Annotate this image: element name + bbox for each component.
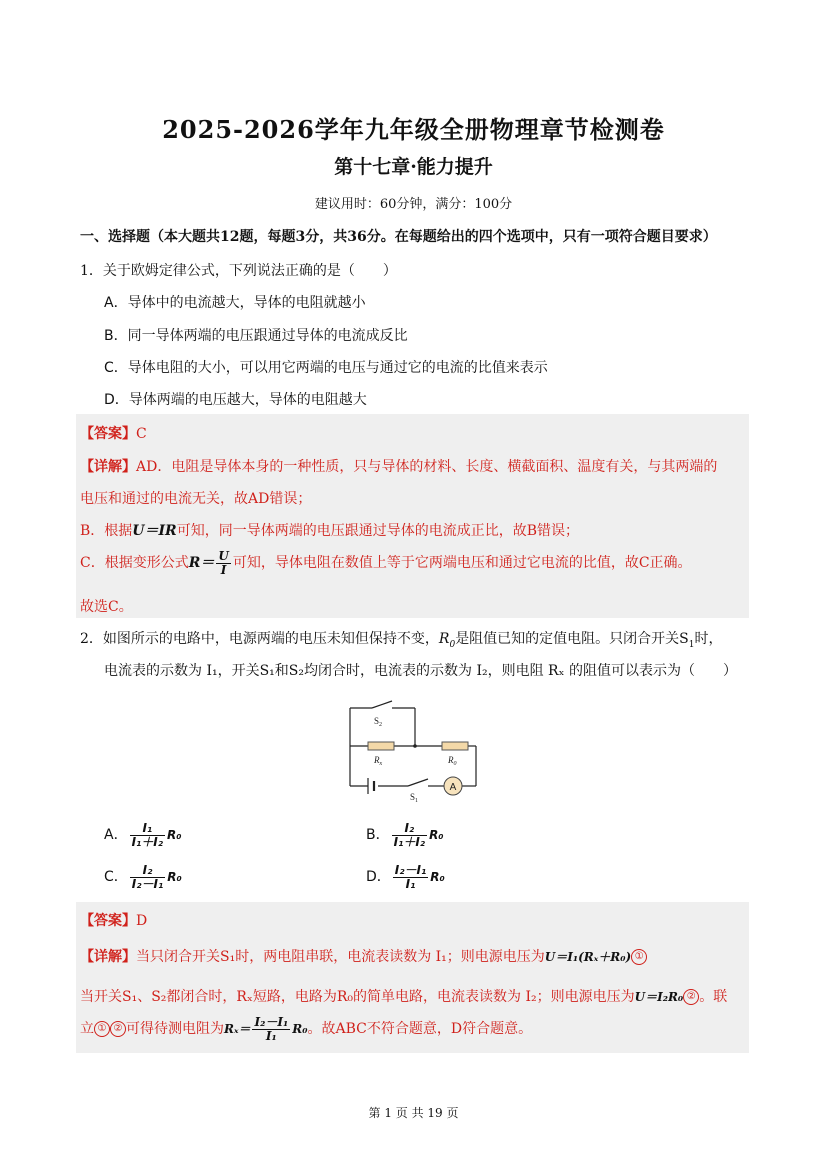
detail-text: 可知，导体电阻在数值上等于它两端电压和通过它电流的比值，故C正确。	[232, 555, 692, 572]
q1-answer	[80, 423, 147, 443]
q2-option-d	[366, 864, 445, 890]
option-label: C．	[104, 869, 128, 886]
formula-lhs: R＝	[188, 555, 215, 572]
detail-text: 当开关S₁、S₂都闭合时，Rₓ短路，电路为R₀的简单电路，电流表读数为 I₂；则电源电压为	[80, 989, 635, 1005]
resistor-r0	[442, 742, 468, 750]
detail-text: 立	[80, 1021, 94, 1038]
q1-answer-band	[76, 414, 749, 618]
q2-detail-line2	[80, 986, 727, 1006]
detail-text: 。故ABC不符合题意，D符合题意。	[307, 1021, 533, 1038]
q2-stem-line2: 电流表的示数为 I₁，开关S₁和S₂均闭合时，电流表的示数为 I₂，则电阻 Rₓ 的阻值可以表示为（ ）	[104, 663, 737, 679]
marker-1: ①	[94, 1021, 110, 1037]
s1-subscript: 1	[688, 639, 695, 650]
marker-2: ②	[683, 989, 699, 1005]
q1-detail-line3	[80, 520, 579, 540]
q1-detail-line1	[80, 456, 717, 476]
formula-simple: U＝I₂R₀	[634, 990, 684, 1004]
detail-text: 。联	[699, 989, 728, 1005]
fraction-numerator: I₂－I₁	[394, 863, 427, 877]
q1-option-a: A．导体中的电流越大，导体的电阻就越小	[104, 295, 366, 311]
option-fraction	[393, 864, 428, 890]
option-label: B．	[366, 827, 390, 844]
marker-2: ②	[110, 1021, 126, 1037]
fraction-numerator: I₂－I₁	[254, 1015, 289, 1029]
option-tail: R₀	[430, 870, 445, 885]
q1-option-d: D．导体两端的电压越大，导体的电阻越大	[104, 392, 367, 408]
q1-stem: 1．关于欧姆定律公式，下列说法正确的是（ ）	[80, 263, 397, 279]
detail-text: B．根据	[80, 523, 133, 539]
formula-fraction	[252, 1016, 290, 1042]
option-fraction	[392, 822, 427, 848]
detail-tag: 【详解】	[80, 949, 136, 965]
r0-label: $R_0$	[448, 755, 457, 767]
circuit-diagram	[340, 700, 490, 804]
q2-stem-line1	[80, 628, 723, 650]
rx-label: $R_x$	[374, 755, 383, 767]
option-tail: R₀	[167, 828, 182, 843]
fraction-denominator: I₁	[265, 1028, 277, 1043]
fraction-numerator: U	[218, 549, 229, 563]
fraction-denominator: I₂－I₁	[131, 876, 164, 891]
q1-option-c: C．导体电阻的大小，可以用它两端的电压与通过它的电流的比值来表示	[104, 360, 548, 376]
fraction-numerator: I₁	[130, 822, 165, 836]
option-tail: R₀	[167, 870, 182, 885]
marker-1: ①	[631, 949, 647, 965]
q2-option-c	[104, 864, 182, 890]
page-title: 2025-2026学年九年级全册物理章节检测卷	[162, 115, 665, 144]
exam-meta: 建议用时：60分钟，满分：100分	[314, 197, 513, 212]
detail-text: C．根据变形公式	[80, 555, 189, 572]
r0-symbol: $R_0$	[438, 631, 456, 650]
detail-text: AD．电阻是导体本身的一种性质，只与导体的材料、长度、横截面积、温度有关，与其两端的	[136, 459, 718, 475]
formula-fraction	[216, 550, 230, 576]
detail-text: 可知，同一导体两端的电压跟通过导体的电流成正比，故B错误；	[176, 523, 579, 539]
answer-tag: 【答案】	[80, 426, 136, 442]
option-tail: R₀	[429, 828, 444, 843]
detail-tag: 【详解】	[80, 459, 136, 475]
fraction-denominator: I₁＋I₂	[393, 834, 426, 849]
chapter-subtitle: 第十七章·能力提升	[334, 156, 493, 178]
s1-label: $S_1$	[410, 792, 419, 804]
detail-text: 可得待测电阻为	[126, 1021, 224, 1038]
fraction-numerator: I₂	[392, 822, 427, 836]
q2-option-b	[366, 822, 444, 848]
answer-tag: 【答案】	[80, 913, 136, 929]
fraction-denominator: I₁	[405, 876, 416, 891]
formula-ohm: U＝IR	[132, 523, 177, 539]
stem-text: 时，	[694, 631, 723, 647]
ammeter-label: A	[449, 782, 457, 793]
page-footer: 第 1 页 共 19 页	[368, 1106, 459, 1120]
answer-value: C	[136, 426, 147, 442]
stem-text: 是阻值已知的定值电阻。只闭合开关S	[455, 631, 689, 647]
option-fraction	[130, 864, 165, 890]
q1-option-b: B．同一导体两端的电压跟通过导体的电流成反比	[104, 328, 408, 344]
s2-label: $S_2$	[374, 716, 383, 728]
resistor-rx	[368, 742, 394, 750]
detail-text: 当只闭合开关S₁时，两电阻串联，电流表读数为 I₁；则电源电压为	[136, 949, 545, 965]
option-label: D．	[366, 869, 391, 886]
q2-option-a	[104, 822, 182, 848]
q2-detail-line3	[80, 1016, 532, 1042]
fraction-denominator: I	[220, 562, 227, 577]
fraction-denominator: I₁＋I₂	[131, 834, 164, 849]
fraction-numerator: I₂	[130, 864, 165, 878]
formula-tail: R₀	[292, 1022, 308, 1037]
formula-series: U＝I₁(Rₓ＋R₀)	[544, 950, 632, 964]
option-label: A．	[104, 827, 128, 844]
q2-detail-line1	[80, 946, 647, 966]
option-fraction	[130, 822, 165, 848]
q1-detail-line4	[80, 550, 692, 576]
answer-value: D	[136, 913, 148, 929]
formula-lhs: Rₓ＝	[224, 1022, 251, 1037]
q1-detail-line2: 电压和通过的电流无关，故AD错误；	[80, 491, 312, 507]
stem-text: 2．如图所示的电路中，电源两端的电压未知但保持不变，	[80, 631, 439, 647]
q1-detail-line5: 故选C。	[80, 599, 133, 615]
section-heading: 一、选择题（本大题共12题，每题3分，共36分。在每题给出的四个选项中，只有一项符合题目要求）	[80, 229, 717, 245]
q2-answer	[80, 910, 147, 930]
